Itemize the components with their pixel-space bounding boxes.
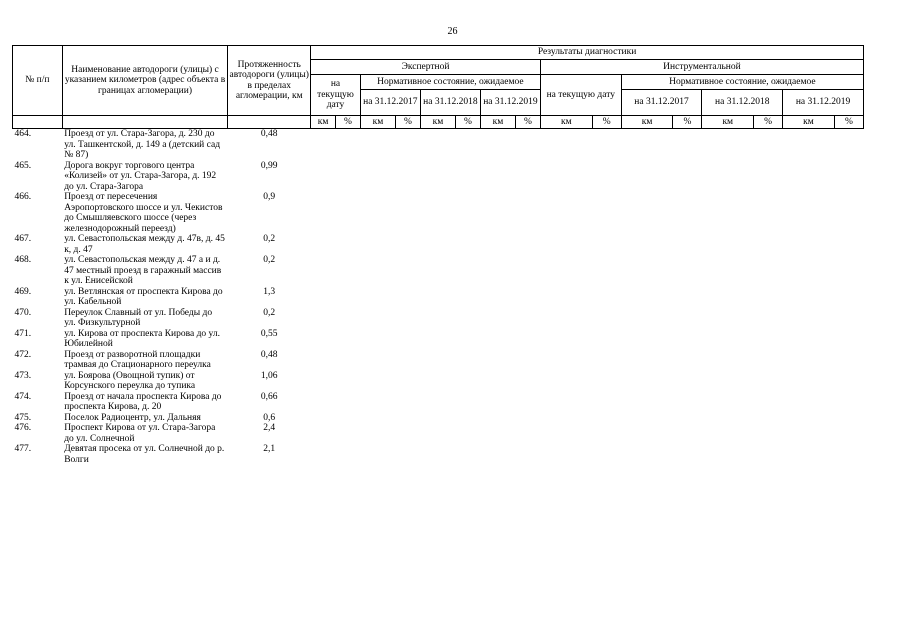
empty-results-cell xyxy=(311,423,864,444)
table-row xyxy=(13,161,864,193)
empty-results-cell xyxy=(311,350,864,371)
road-length: 0,9 xyxy=(263,192,276,202)
table-body xyxy=(13,129,864,466)
road-name: ул. Кирова от проспекта Кирова до ул. Юбилейной xyxy=(64,328,221,349)
row-number: 473. xyxy=(14,370,32,381)
empty-results-cell xyxy=(311,287,864,308)
header-instr-normative: Нормативное состояние, ожидаемое xyxy=(621,75,863,90)
header-expert-normative: Нормативное состояние, ожидаемое xyxy=(360,75,540,90)
row-number: 469. xyxy=(14,286,32,297)
road-name: ул. Севастопольская между д. 47в, д. 45 к, д. 47 xyxy=(64,234,225,255)
table-row xyxy=(13,287,864,308)
header-expert-date: на 31.12.2017 xyxy=(360,90,420,116)
road-length: 1,06 xyxy=(260,370,278,381)
unit-km: км xyxy=(540,116,592,129)
table-row xyxy=(13,350,864,371)
road-name: Проезд от начала проспекта Кирова до проспекта Кирова, д. 20 xyxy=(64,391,222,412)
row-number: 468. xyxy=(14,255,32,265)
table-row xyxy=(13,392,864,413)
row-number: 477. xyxy=(14,444,32,454)
road-name: Поселок Радиоцентр, ул. Дальняя xyxy=(64,412,201,423)
road-name: ул. Ветлянская от проспекта Кирова до ул. Кабельной xyxy=(64,286,223,307)
header-instr-current: на текущую дату xyxy=(540,75,621,116)
header-name: Наименование автодороги (улицы) с указанием километров (адрес объекта в границах агломерации) xyxy=(62,46,228,116)
empty-results-cell xyxy=(311,329,864,350)
row-number: 464. xyxy=(14,129,32,139)
row-number: 471. xyxy=(14,328,32,339)
row-number: 476. xyxy=(14,423,32,433)
table-row xyxy=(13,308,864,329)
road-length: 0,66 xyxy=(260,391,278,402)
units-row xyxy=(13,116,864,129)
table-row xyxy=(13,329,864,350)
road-name: Дорога вокруг торгового центра «Колизей» от ул. Стара-Загора, д. 192 до ул. Стара-Загора xyxy=(64,160,217,192)
row-number: 474. xyxy=(14,391,32,402)
unit-pct: % xyxy=(754,116,783,129)
road-name: Переулок Славный от ул. Победы до ул. Физкультурной xyxy=(64,307,213,328)
unit-pct: % xyxy=(834,116,863,129)
table-row xyxy=(13,129,864,161)
road-length: 0,55 xyxy=(260,328,278,339)
unit-pct: % xyxy=(592,116,621,129)
road-length: 0,2 xyxy=(263,307,276,318)
table-row xyxy=(13,423,864,444)
empty-results-cell xyxy=(311,308,864,329)
unit-km: км xyxy=(783,116,835,129)
unit-km: км xyxy=(311,116,336,129)
table-row xyxy=(13,255,864,287)
row-number: 472. xyxy=(14,349,32,360)
table-row xyxy=(13,413,864,424)
header-expert: Экспертной xyxy=(311,60,541,75)
road-name: ул. Боярова (Овощной тупик) от Корсунского переулка до тупика xyxy=(64,370,196,391)
unit-pct: % xyxy=(396,116,421,129)
header-instr-date: на 31.12.2019 xyxy=(783,90,864,116)
road-name: ул. Севастопольская между д. 47 а и д. 47 местный проезд в гаражный массив к ул. Енисейской xyxy=(64,255,222,286)
empty-results-cell xyxy=(311,255,864,287)
table-row xyxy=(13,444,864,465)
empty-results-cell xyxy=(311,234,864,255)
unit-pct: % xyxy=(516,116,541,129)
table-row xyxy=(13,234,864,255)
road-length: 0,48 xyxy=(260,129,278,139)
empty-results-cell xyxy=(311,129,864,161)
road-length: 0,99 xyxy=(260,160,278,171)
unit-km: км xyxy=(702,116,754,129)
empty-results-cell xyxy=(311,413,864,424)
road-length: 0,2 xyxy=(263,234,276,244)
empty-results-cell xyxy=(311,192,864,234)
header-instr-date: на 31.12.2018 xyxy=(702,90,783,116)
row-number: 475. xyxy=(14,412,32,423)
unit-pct: % xyxy=(456,116,481,129)
header-expert-date: на 31.12.2018 xyxy=(420,90,480,116)
table-row xyxy=(13,371,864,392)
unit-km: км xyxy=(420,116,455,129)
unit-km: км xyxy=(621,116,673,129)
road-length: 0,48 xyxy=(260,349,278,360)
unit-km: км xyxy=(360,116,395,129)
empty-results-cell xyxy=(311,161,864,193)
row-number: 466. xyxy=(14,192,32,202)
row-number: 467. xyxy=(14,234,32,244)
header-expert-date: на 31.12.2019 xyxy=(480,90,540,116)
header-results: Результаты диагностики xyxy=(311,46,864,60)
row-number: 470. xyxy=(14,307,32,318)
table-row xyxy=(13,192,864,234)
road-length: 2,1 xyxy=(263,444,276,454)
road-name: Проезд от разворотной площадки трамвая до Стационарного переулка xyxy=(64,349,211,370)
header-length: Протяженность автодороги (улицы) в пределах агломерации, км xyxy=(228,46,311,116)
unit-pct: % xyxy=(673,116,702,129)
empty-results-cell xyxy=(311,392,864,413)
unit-pct: % xyxy=(335,116,360,129)
road-name: Проспект Кирова от ул. Стара-Загора до ул. Солнечной xyxy=(64,423,216,444)
road-name: Девятая просека от ул. Солнечной до р. Волги xyxy=(64,444,225,465)
header-expert-current: на текущую дату xyxy=(311,75,361,116)
road-length: 0,6 xyxy=(263,412,276,423)
road-name: Проезд от ул. Стара-Загора, д. 230 до ул. Ташкентской, д. 149 а (детский сад № 87) xyxy=(64,129,221,160)
unit-km: км xyxy=(480,116,515,129)
table-header xyxy=(13,46,864,129)
road-length: 1,3 xyxy=(263,286,276,297)
road-length: 2,4 xyxy=(263,423,276,433)
header-instrumental: Инструментальной xyxy=(540,60,863,75)
empty-results-cell xyxy=(311,444,864,465)
empty-results-cell xyxy=(311,371,864,392)
page-number: 26 xyxy=(447,26,458,37)
road-length: 0,2 xyxy=(263,255,276,265)
road-name: Проезд от пересечения Аэропортовского шоссе и ул. Чекистов до Смышляевского шоссе (через железнодорожный переезд) xyxy=(64,192,223,234)
diagnostics-table xyxy=(12,45,864,465)
header-instr-date: на 31.12.2017 xyxy=(621,90,702,116)
row-number: 465. xyxy=(14,160,32,171)
header-num: № п/п xyxy=(13,46,63,116)
